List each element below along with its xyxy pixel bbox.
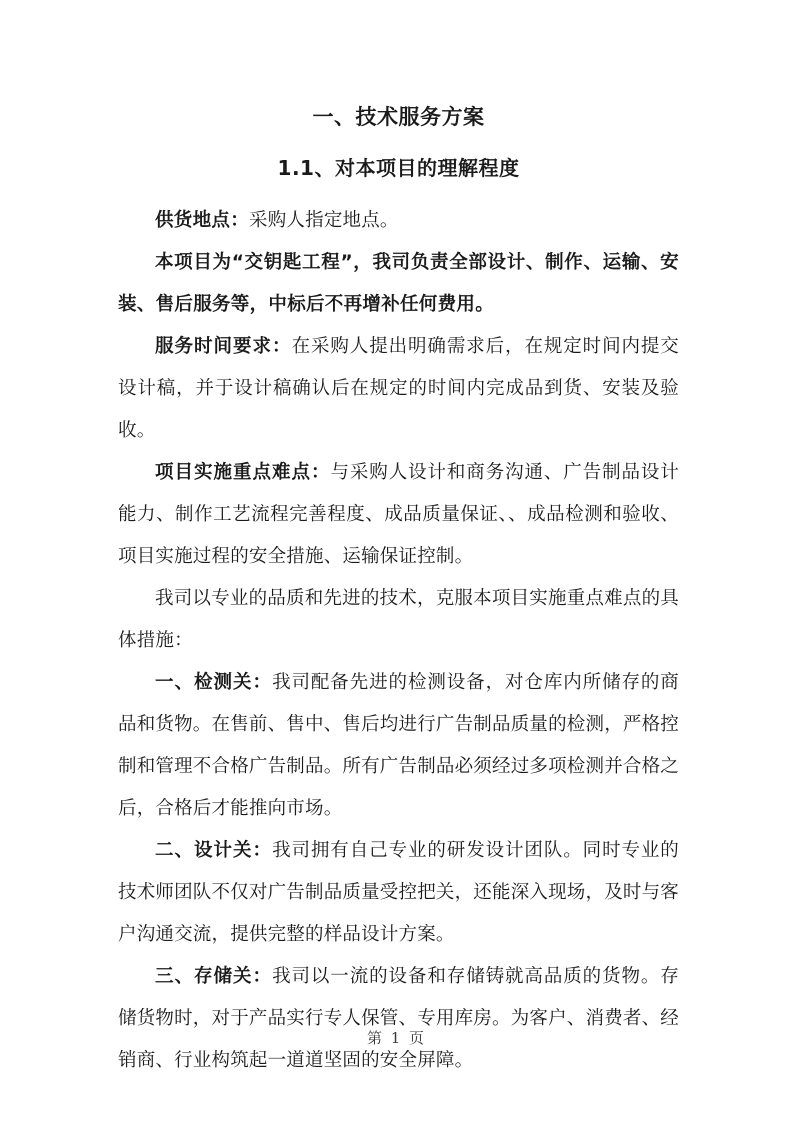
paragraph-text: 我司以一流的设备和存储铸就高品质的货物。存储货物时，对于产品实行专人保管、专用库房。为客户、消费者、经销商、行业构筑起一道道坚固的安全屏障。	[118, 966, 680, 1071]
page-number-footer: 第 1 页	[366, 1029, 427, 1047]
paragraph-text: 我司以专业的品质和先进的技术，克服本项目实施重点难点的具体措施：	[118, 588, 679, 651]
page-title: 一、技术服务方案	[312, 105, 485, 129]
paragraph-turnkey-project	[118, 242, 679, 326]
paragraph-text: 我司配备先进的检测设备，对仓库内所储存的商品和货物。在售前、售中、售后均进行广告制品质量的检测，严格控制和管理不合格广告制品。所有广告制品必须经过多项检测并合格之后，合格后才能推向市场。	[118, 672, 680, 819]
paragraph-lead-label: 三、存储关：	[155, 966, 273, 987]
paragraph-lead-label: 供货地点：	[155, 210, 250, 231]
paragraph-measure-storage	[118, 956, 679, 1082]
paragraph-lead-label: 服务时间要求：	[155, 336, 292, 357]
paragraph-measures-intro	[118, 578, 679, 662]
paragraph-service-time-requirement	[118, 326, 679, 452]
document-body	[118, 96, 679, 1082]
paragraph-lead-label: 项目实施重点难点：	[155, 462, 331, 483]
paragraph-text: 我司拥有自己专业的研发设计团队。同时专业的技术师团队不仅对广告制品质量受控把关，还能深入现场，及时与客户沟通交流，提供完整的样品设计方案。	[118, 840, 680, 945]
paragraph-measure-inspection	[118, 662, 679, 830]
paragraph-text: 在采购人提出明确需求后，在规定时间内提交设计稿，并于设计稿确认后在规定的时间内完成品到货、安装及验收。	[118, 336, 679, 441]
paragraph-measure-design	[118, 830, 679, 956]
paragraph-lead-label: 二、设计关：	[155, 840, 273, 861]
paragraph-text: 采购人指定地点。	[249, 210, 399, 231]
paragraph-supply-location	[118, 200, 679, 242]
paragraph-text: 与采购人设计和商务沟通、广告制品设计能力、制作工艺流程完善程度、成品质量保证、、成品检测和验收、项目实施过程的安全措施、运输保证控制。	[118, 462, 679, 567]
paragraph-key-difficulties	[118, 452, 679, 578]
paragraph-text: 本项目为“交钥匙工程”，我司负责全部设计、制作、运输、安装、售后服务等，中标后不再增补任何费用。	[118, 252, 679, 315]
paragraph-lead-label: 一、检测关：	[155, 672, 273, 693]
section-subtitle: 1.1、对本项目的理解程度	[277, 156, 520, 180]
